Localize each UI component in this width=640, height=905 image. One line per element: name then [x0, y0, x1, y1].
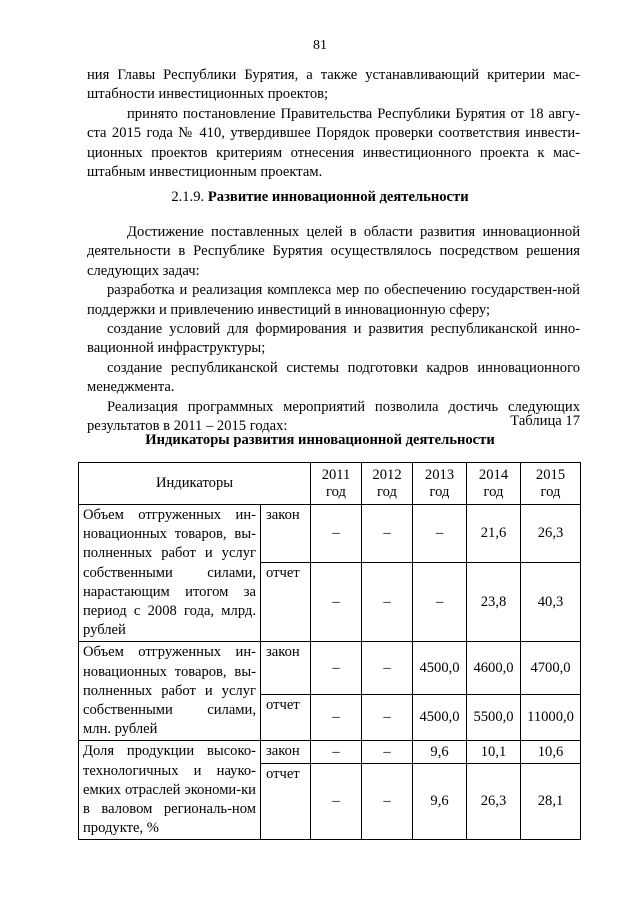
indicators-table: [78, 462, 581, 840]
intro-paragraph-2: принято постановление Правительства Республики Бурятия от 18 авгу-ста 2015 года № 410, утвердившее Порядок проверки соответствия инвести-ционных проектов критериям отнесения инвестиционного проекта к мас-штабным инвестиционным проектам.: [87, 105, 580, 181]
header-indicators: Индикаторы: [79, 463, 311, 505]
table-cell: 10,1: [467, 741, 521, 763]
table-cell: 10,6: [521, 741, 581, 763]
table-cell: –: [362, 562, 413, 642]
body-paragraph-1: Достижение поставленных целей в области развития инновационной деятельности в Республике Бурятия осуществлялось посредством решения следующих задач:: [87, 224, 580, 279]
table-cell: –: [362, 505, 413, 563]
body-paragraph-2: разработка и реализация комплекса мер по обеспечению государствен-ной поддержки и привлечению инвестиций в инновационную сферу;: [87, 282, 580, 318]
table-cell: –: [362, 741, 413, 763]
indicator-description: Объем отгруженных ин-новационных товаров, вы-полненных работ и услуг собственными силами, нарастающим итогом за период с 2008 года, млрд. рублей: [79, 505, 261, 642]
header-year: 2015 год: [521, 463, 581, 505]
row-kind-report: отчет: [261, 763, 311, 840]
table-cell: 23,8: [467, 562, 521, 642]
page-number: 81: [313, 38, 327, 53]
header-year: 2011 год: [311, 463, 362, 505]
row-kind-law: закон: [261, 741, 311, 763]
table-cell: –: [311, 562, 362, 642]
row-kind-report: отчет: [261, 695, 311, 741]
table-cell: 28,1: [521, 763, 581, 840]
intro-text: [87, 66, 580, 182]
header-year: 2012 год: [362, 463, 413, 505]
section-title: Развитие инновационной деятельности: [207, 189, 469, 205]
table-cell: –: [413, 505, 467, 563]
table-cell: 26,3: [467, 763, 521, 840]
indicator-description: Доля продукции высоко-технологичных и науко-емких отраслей экономи-ки в валовом региональ-ном продукте, %: [79, 741, 261, 840]
table-title: Индикаторы развития инновационной деятельности: [145, 432, 495, 448]
row-kind-law: закон: [261, 642, 311, 695]
table-cell: 4700,0: [521, 642, 581, 695]
table-cell: –: [362, 695, 413, 741]
table-cell: –: [311, 505, 362, 563]
body-text: [87, 223, 580, 436]
table-cell: –: [362, 642, 413, 695]
table-cell: –: [311, 642, 362, 695]
body-paragraph-3: создание условий для формирования и развития республиканской инно-вационной инфраструктуры;: [87, 321, 580, 357]
intro-paragraph-1: ния Главы Республики Бурятия, а также устанавливающий критерии мас-штабности инвестиционных проектов;: [87, 67, 580, 103]
table-cell: 9,6: [413, 763, 467, 840]
table-cell: 5500,0: [467, 695, 521, 741]
table-row: [79, 642, 581, 695]
table-cell: 4500,0: [413, 695, 467, 741]
indicator-description: Объем отгруженных ин-новационных товаров, вы-полненных работ и услуг собственными силами, млн. рублей: [79, 642, 261, 741]
table-header-row: [79, 463, 581, 505]
table-cell: 4600,0: [467, 642, 521, 695]
table-label: Таблица 17: [510, 413, 580, 429]
body-paragraph-5: Реализация программных мероприятий позволила достичь следующих результатов в 2011 – 2015 годах:: [87, 398, 580, 435]
table-cell: 11000,0: [521, 695, 581, 741]
table-cell: –: [362, 763, 413, 840]
row-kind-report: отчет: [261, 562, 311, 642]
table-cell: –: [311, 741, 362, 763]
table-cell: 21,6: [467, 505, 521, 563]
table-cell: –: [311, 763, 362, 840]
table-row: [79, 505, 581, 563]
section-number: 2.1.9.: [171, 189, 205, 205]
section-heading: [0, 188, 640, 207]
header-year: 2014 год: [467, 463, 521, 505]
table-row: [79, 741, 581, 763]
table-cell: –: [413, 562, 467, 642]
body-paragraph-4: создание республиканской системы подготовки кадров инновационного менеджмента.: [87, 359, 580, 396]
table-cell: 4500,0: [413, 642, 467, 695]
table-cell: 26,3: [521, 505, 581, 563]
row-kind-law: закон: [261, 505, 311, 563]
table-cell: 40,3: [521, 562, 581, 642]
table-cell: –: [311, 695, 362, 741]
header-year: 2013 год: [413, 463, 467, 505]
table-cell: 9,6: [413, 741, 467, 763]
